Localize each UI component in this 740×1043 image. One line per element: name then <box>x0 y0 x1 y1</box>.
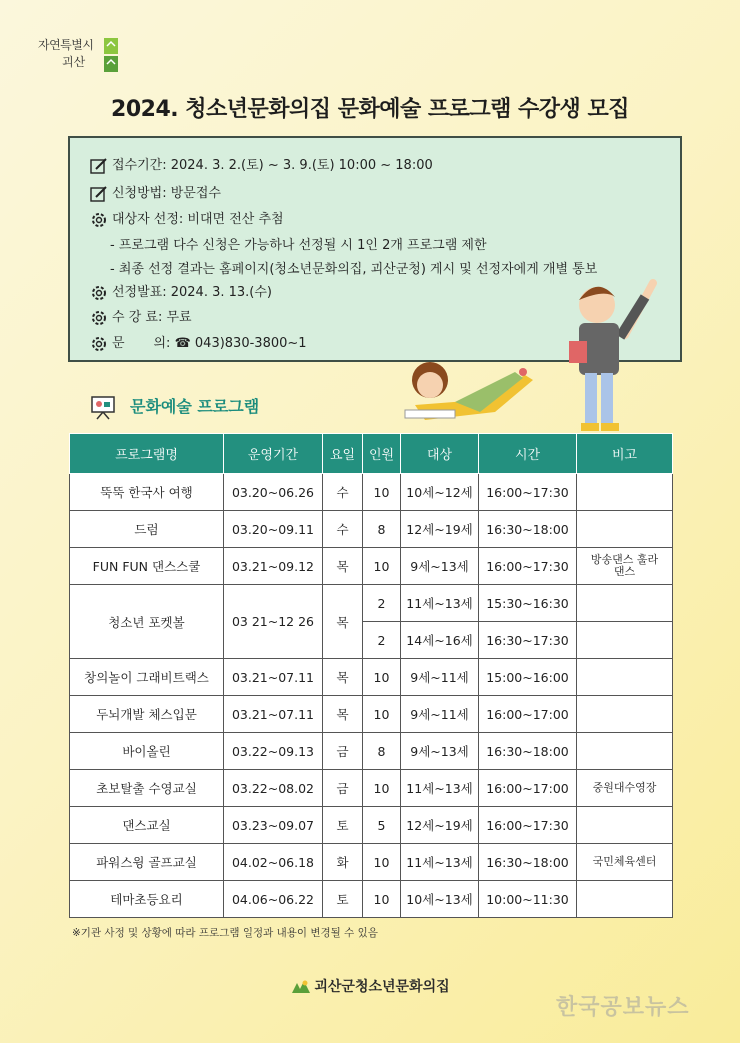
table-row <box>70 659 673 696</box>
table-row <box>70 548 673 585</box>
col-header-capacity: 인원 <box>363 434 401 474</box>
gear-icon <box>90 211 108 229</box>
info-note1: - 프로그램 다수 신청은 가능하나 선정될 시 1인 2개 프로그램 제한 <box>110 238 487 253</box>
program-note <box>577 807 673 844</box>
program-name: 두뇌개발 체스입문 <box>70 696 224 733</box>
program-time: 10:00~11:30 <box>479 881 577 918</box>
program-day: 수 <box>323 511 363 548</box>
presentation-board-icon <box>90 396 116 420</box>
logo-mark-icon <box>104 38 118 74</box>
program-capacity: 10 <box>363 474 401 511</box>
program-capacity: 2 <box>363 585 401 622</box>
program-period: 03 21~12 26 <box>224 585 323 659</box>
program-target: 9세~11세 <box>401 696 479 733</box>
program-name: FUN FUN 댄스스쿨 <box>70 548 224 585</box>
program-time: 16:30~18:00 <box>479 511 577 548</box>
program-target: 12세~19세 <box>401 807 479 844</box>
program-day: 화 <box>323 844 363 881</box>
boy-waving-illustration <box>565 275 665 435</box>
info-period <box>90 154 433 175</box>
footnote: ※기관 사정 및 상황에 따라 프로그램 일정과 내용이 변경될 수 있음 <box>72 927 378 939</box>
program-note <box>577 881 673 918</box>
info-selection-text: 대상자 선정: 비대면 전산 추첨 <box>112 212 284 227</box>
program-time: 16:00~17:00 <box>479 770 577 807</box>
program-day: 금 <box>323 733 363 770</box>
table-row <box>70 733 673 770</box>
program-day: 토 <box>323 881 363 918</box>
program-period: 03.23~09.07 <box>224 807 323 844</box>
program-note <box>577 474 673 511</box>
table-row <box>70 881 673 918</box>
info-contact-value: ☎ 043)830-3800~1 <box>174 336 307 351</box>
info-period-text: 접수기간: 2024. 3. 2.(토) ~ 3. 9.(토) 10:00 ~ 18:00 <box>112 158 433 173</box>
gear-icon <box>90 335 108 353</box>
program-period: 03.20~06.26 <box>224 474 323 511</box>
county-logo <box>38 34 128 74</box>
program-day: 목 <box>323 659 363 696</box>
program-day: 목 <box>323 696 363 733</box>
program-capacity: 10 <box>363 770 401 807</box>
program-period: 03.21~09.12 <box>224 548 323 585</box>
program-period: 04.02~06.18 <box>224 844 323 881</box>
program-capacity: 10 <box>363 548 401 585</box>
program-time: 15:30~16:30 <box>479 585 577 622</box>
table-row <box>70 770 673 807</box>
program-name: 청소년 포켓볼 <box>70 585 224 659</box>
col-header-note: 비고 <box>577 434 673 474</box>
gear-icon <box>90 309 108 327</box>
logo-line1: 자연특별시 <box>38 38 94 52</box>
program-time: 16:00~17:30 <box>479 474 577 511</box>
table-row <box>70 474 673 511</box>
program-name: 창의놀이 그래비트랙스 <box>70 659 224 696</box>
program-note <box>577 511 673 548</box>
program-period: 03.20~09.11 <box>224 511 323 548</box>
program-name: 파워스윙 골프교실 <box>70 844 224 881</box>
info-method-text: 신청방법: 방문접수 <box>112 186 221 201</box>
program-note: 국민체육센터 <box>577 844 673 881</box>
table-header-row <box>70 434 673 474</box>
info-note2: - 최종 선정 결과는 홈페이지(청소년문화의집, 괴산군청) 게시 및 선정자에게 개별 통보 <box>110 262 598 277</box>
program-name: 초보탈출 수영교실 <box>70 770 224 807</box>
program-day: 금 <box>323 770 363 807</box>
program-target: 10세~13세 <box>401 881 479 918</box>
program-target: 14세~16세 <box>401 622 479 659</box>
program-note: 중원대수영장 <box>577 770 673 807</box>
program-capacity: 10 <box>363 696 401 733</box>
program-period: 03.22~09.13 <box>224 733 323 770</box>
program-time: 16:30~18:00 <box>479 733 577 770</box>
info-announce <box>90 281 272 302</box>
col-header-day: 요일 <box>323 434 363 474</box>
section-title-text: 문화예술 프로그램 <box>130 397 260 416</box>
info-fee <box>90 306 192 327</box>
program-target: 11세~13세 <box>401 585 479 622</box>
program-name: 테마초등요리 <box>70 881 224 918</box>
logo-line2: 괴산 <box>62 55 86 69</box>
table-row <box>70 511 673 548</box>
program-note <box>577 659 673 696</box>
program-capacity: 10 <box>363 659 401 696</box>
program-period: 03.21~07.11 <box>224 696 323 733</box>
program-capacity: 10 <box>363 844 401 881</box>
org-logo-icon <box>290 979 312 995</box>
girl-reading-illustration <box>385 350 535 430</box>
program-target: 9세~11세 <box>401 659 479 696</box>
program-note <box>577 585 673 622</box>
program-capacity: 8 <box>363 733 401 770</box>
info-selection <box>90 208 284 229</box>
table-row <box>70 844 673 881</box>
program-capacity: 10 <box>363 881 401 918</box>
footer-org-name: 괴산군청소년문화의집 <box>314 979 450 995</box>
program-time: 16:30~18:00 <box>479 844 577 881</box>
col-header-target: 대상 <box>401 434 479 474</box>
program-time: 16:00~17:30 <box>479 548 577 585</box>
page-title: 2024. 청소년문화의집 문화예술 프로그램 수강생 모집 <box>111 97 629 122</box>
program-target: 10세~12세 <box>401 474 479 511</box>
program-day: 목 <box>323 548 363 585</box>
program-day: 토 <box>323 807 363 844</box>
info-announce-text: 선정발표: 2024. 3. 13.(수) <box>112 285 273 300</box>
program-capacity: 8 <box>363 511 401 548</box>
info-contact <box>90 332 307 353</box>
pencil-note-icon <box>90 157 108 175</box>
col-header-time: 시간 <box>479 434 577 474</box>
program-target: 9세~13세 <box>401 548 479 585</box>
watermark: 한국공보뉴스 <box>556 995 690 1020</box>
table-row <box>70 807 673 844</box>
info-method <box>90 182 221 203</box>
program-note <box>577 733 673 770</box>
col-header-program: 프로그램명 <box>70 434 224 474</box>
program-note: 방송댄스 훌라댄스 <box>577 548 673 585</box>
program-capacity: 2 <box>363 622 401 659</box>
section-title <box>90 394 259 420</box>
program-capacity: 5 <box>363 807 401 844</box>
program-period: 04.06~06.22 <box>224 881 323 918</box>
program-target: 9세~13세 <box>401 733 479 770</box>
program-name: 뚝뚝 한국사 여행 <box>70 474 224 511</box>
col-header-period: 운영기간 <box>224 434 323 474</box>
program-time: 16:00~17:30 <box>479 807 577 844</box>
program-table <box>69 433 673 918</box>
program-target: 11세~13세 <box>401 844 479 881</box>
program-time: 16:00~17:00 <box>479 696 577 733</box>
table-row <box>70 696 673 733</box>
program-target: 11세~13세 <box>401 770 479 807</box>
table-row <box>70 585 673 622</box>
program-name: 드럼 <box>70 511 224 548</box>
gear-icon <box>90 284 108 302</box>
info-contact-label: 문 의: <box>112 336 171 351</box>
program-time: 16:30~17:30 <box>479 622 577 659</box>
info-fee-text: 수 강 료: 무료 <box>112 310 192 325</box>
program-time: 15:00~16:00 <box>479 659 577 696</box>
program-note <box>577 696 673 733</box>
program-period: 03.22~08.02 <box>224 770 323 807</box>
program-note <box>577 622 673 659</box>
program-day: 수 <box>323 474 363 511</box>
program-period: 03.21~07.11 <box>224 659 323 696</box>
program-day: 목 <box>323 585 363 659</box>
program-target: 12세~19세 <box>401 511 479 548</box>
program-name: 바이올린 <box>70 733 224 770</box>
pencil-note-icon <box>90 185 108 203</box>
program-name: 댄스교실 <box>70 807 224 844</box>
